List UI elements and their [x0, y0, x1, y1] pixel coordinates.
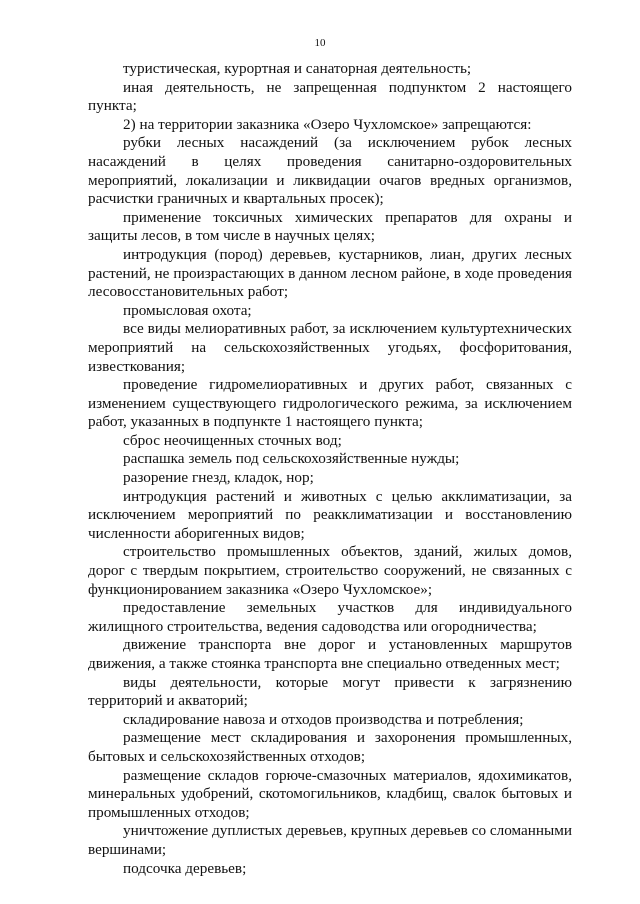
paragraph-tree-introduction: интродукция (пород) деревьев, кустарников, лиан, других лесных растений, не произрастающих в данном лесном районе, в ходе проведения лесовосстановительных работ; — [88, 245, 572, 301]
paragraph-manure-storage: складирование навоза и отходов производства и потребления; — [123, 710, 524, 728]
page-number: 10 — [314, 37, 326, 49]
paragraph-nest-destruction: разорение гнезд, кладок, нор; — [123, 469, 314, 487]
paragraph-plowing: распашка земель под сельскохозяйственные нужды; — [123, 450, 460, 468]
paragraph-tree-tapping: подсочка деревьев; — [123, 859, 247, 877]
paragraph-melioration: все виды мелиоративных работ, за исключением культуртехнических мероприятий на сельскохозяйственных угодьях, фосфоритования, известкования; — [88, 320, 572, 375]
paragraph-hydromelioration: проведение гидромелиоративных и других работ, связанных с изменением существующего гидрологического режима, за исключением работ, указанных в подпункте 1 настоящего пункта; — [88, 376, 572, 431]
paragraph-toxic-chemicals: применение токсичных химических препаратов для охраны и защиты лесов, в том числе в научных целях; — [88, 208, 572, 245]
paragraph-hollow-trees: уничтожение дуплистых деревьев, крупных деревьев со сломанными вершинами; — [88, 822, 572, 858]
paragraph-construction: строительство промышленных объектов, зданий, жилых домов, дорог с твердым покрытием, строительство сооружений, не связанных с функционированием заказника «Озеро Чухломское»; — [88, 543, 572, 598]
paragraph-waste-disposal: размещение мест складирования и захоронения промышленных, бытовых и сельскохозяйственных отходов; — [88, 729, 572, 765]
paragraph-tourism: туристическая, курортная и санаторная деятельность; — [123, 60, 472, 77]
paragraph-pollution: виды деятельности, которые могут привести к загрязнению территорий и акваторий; — [88, 673, 572, 710]
paragraph-acclimatization: интродукция растений и животных с целью акклиматизации, за исключением мероприятий по реакклиматизации и восстановлению численности аборигенных видов; — [88, 487, 572, 542]
paragraph-forest-felling: рубки лесных насаждений (за исключением рубок лесных насаждений в целях проведения санитарно-оздоровительных мероприятий, локализации и ликвидации очагов вредных организмов, расчистки граничных и квартальных просек); — [88, 134, 572, 208]
paragraph-commercial-hunting: промысловая охота; — [123, 301, 252, 319]
paragraph-vehicle-traffic: движение транспорта вне дорог и установленных маршрутов движения, а также стоянка транспорта вне специально отведенных мест; — [88, 636, 572, 672]
document-body — [88, 60, 572, 878]
paragraph-wastewater: сброс неочищенных сточных вод; — [123, 431, 342, 449]
paragraph-prohibitions-intro: 2) на территории заказника «Озеро Чухломское» запрещаются: — [123, 115, 532, 133]
paragraph-fuel-warehouses: размещение складов горюче-смазочных материалов, ядохимикатов, минеральных удобрений, скотомогильников, кладбищ, свалок бытовых и промышленных отходов; — [88, 766, 572, 821]
paragraph-other-activity: иная деятельность, не запрещенная подпунктом 2 настоящего пункта; — [88, 78, 572, 115]
paragraph-land-plots: предоставление земельных участков для индивидуального жилищного строительства, ведения садоводства или огородничества; — [88, 599, 572, 635]
